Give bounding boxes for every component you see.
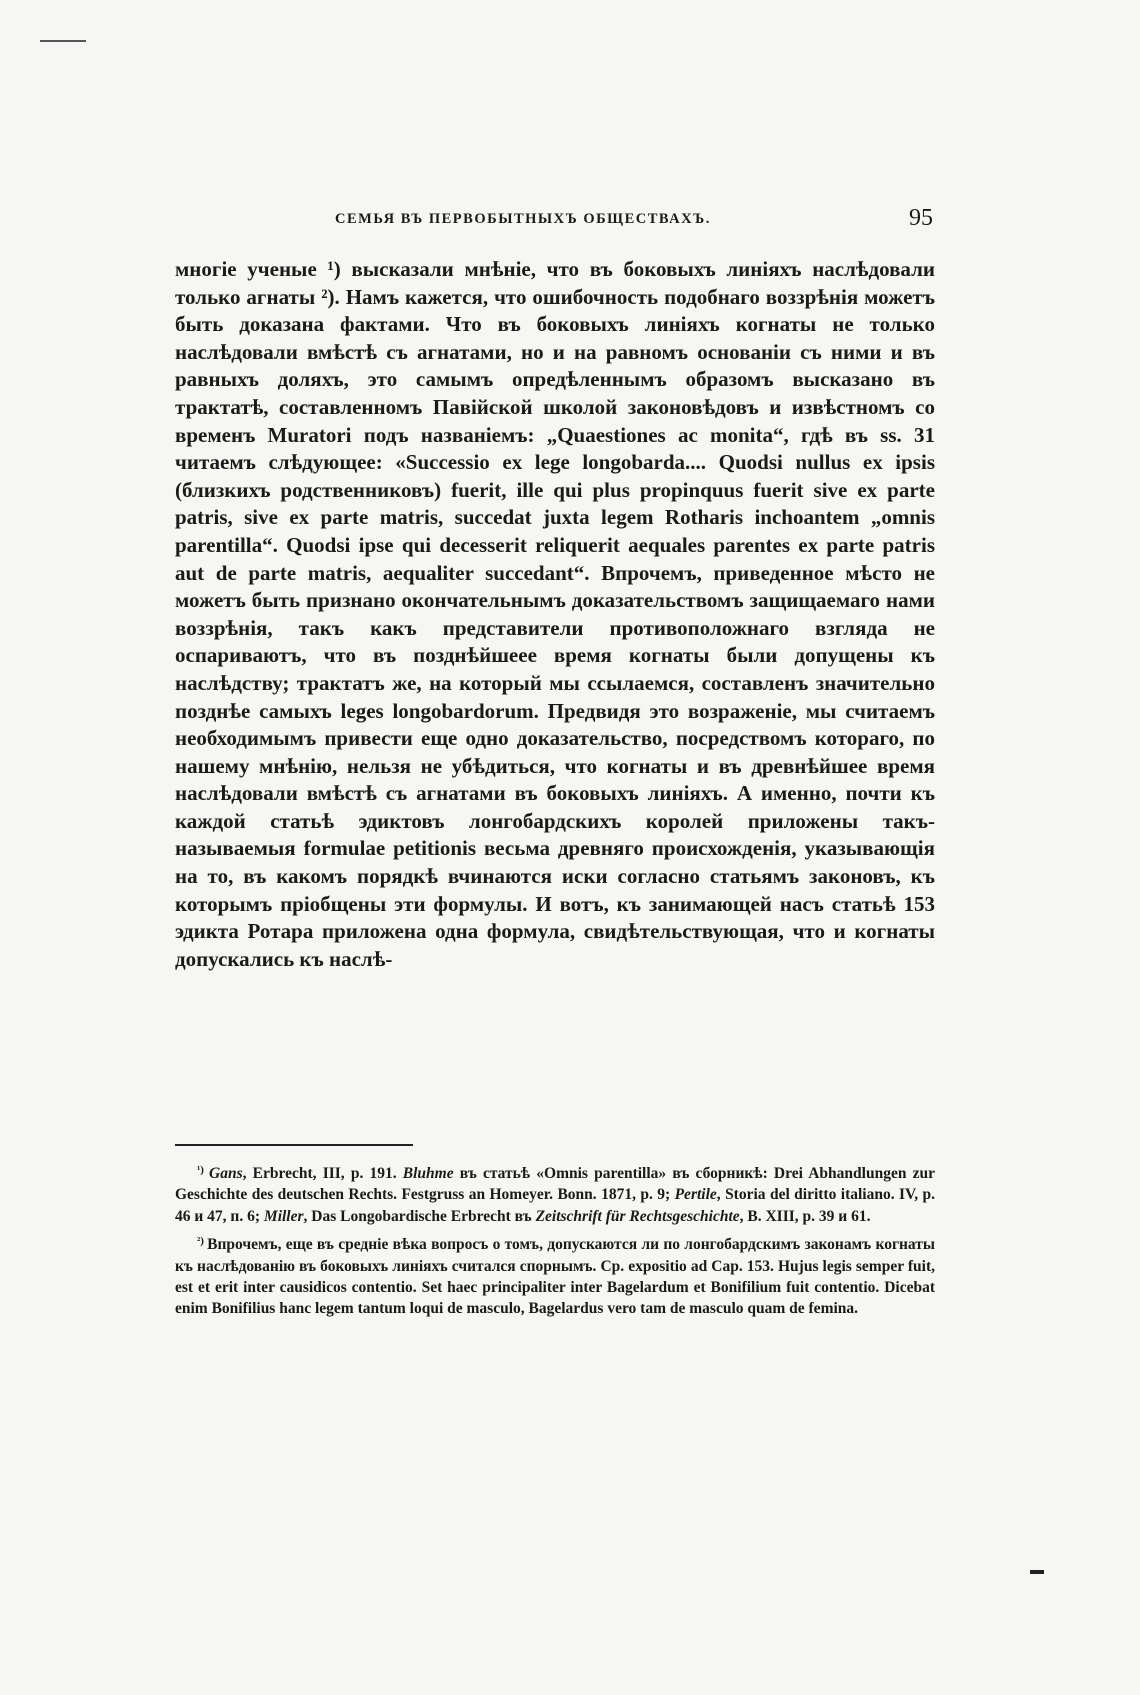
page-header [175, 205, 935, 245]
running-title: СЕМЬЯ ВЪ ПЕРВОБЫТНЫХЪ ОБЩЕСТВАХЪ. [335, 211, 711, 227]
footnote-1 [175, 1160, 935, 1227]
footnote-citation-italic: Gans [209, 1165, 243, 1182]
page-number: 95 [909, 205, 933, 231]
footnote-citation-italic: Pertile [674, 1186, 717, 1204]
footnote-separator [175, 1144, 413, 1146]
scan-margin-mark [40, 40, 86, 42]
footnote-text: въ статьѣ «Omnis parentilla» въ сборникѣ: Drei Abhandlungen zur Geschichte des deutschen Rechts. Festgruss an Homeyer. Bonn. 1871, p. 9; [175, 1165, 935, 1204]
scan-bottom-mark [1030, 1570, 1044, 1574]
footnote-text: , B. XIII, p. 39 и 61. [739, 1207, 871, 1225]
main-text [175, 256, 935, 973]
footnote-2 [175, 1231, 935, 1320]
footnote-marker: ²) [197, 1235, 208, 1248]
footnote-citation-italic: Zeitschrift für Rechtsgeschichte [535, 1207, 740, 1225]
footnote-text: , Erbrecht, III, p. 191. [242, 1165, 403, 1182]
footnote-citation-italic: Miller [263, 1207, 304, 1225]
footnote-text: Впрочемъ, еще въ средніе вѣка вопросъ о томъ, допускаются ли по лонгобардскимъ законамъ когнаты къ наслѣдованію въ боковыхъ линіяхъ считался спорнымъ. Ср. expositio ad Cap. 153. Hujus legis semper fuit, est et erit inter causidicos contentio. Set haec principaliter inter Bagelardum et Bonifilium fuit contentio. Dicebat enim Bonifilius hanc legem tantum loqui de masculo, Bagelardus vero tam de masculo quam de femina. [175, 1236, 935, 1318]
footnotes [175, 1160, 935, 1324]
footnote-marker: ¹) [197, 1164, 210, 1176]
footnote-text: , Storia del diritto italiano. IV, p. 46 и 47, п. 6; [175, 1186, 936, 1225]
footnote-text: , Das Longobardische Erbrecht въ [303, 1207, 536, 1225]
footnote-citation-italic: Bluhme [402, 1165, 454, 1182]
body-paragraph: многіе ученые ¹) высказали мнѣніе, что въ боковыхъ линіяхъ наслѣдовали только агнаты ²). Намъ кажется, что ошибочность подобнаго воззрѣнія можетъ быть доказана фактами. Что въ боковыхъ линіяхъ когнаты не только наслѣдовали вмѣстѣ съ агнатами, но и на равномъ основаніи съ ними и въ равныхъ доляхъ, это самымъ опредѣленнымъ образомъ высказано въ трактатѣ, составленномъ Павійской школой законовѣдовъ и извѣстномъ со временъ Muratori подъ названіемъ: „Quaestiones ac monita“, гдѣ въ ss. 31 читаемъ слѣдующее: «Successio ex lege longobarda.... Quodsi nullus ex ipsis (близкихъ родственниковъ) fuerit, ille qui plus propinquus fuerit sive ex parte patris, sive ex parte matris, succedat juxta legem Rotharis inchoantem „omnis parentilla“. Quodsi ipse qui decesserit reliquerit aequales parentes ex parte patris aut de parte matris, aequaliter succedant“. Впрочемъ, приведенное мѣсто не можетъ быть признано окончательнымъ доказательствомъ защищаемаго нами воззрѣнія, такъ какъ представители противоположнаго взгляда не оспариваютъ, что въ позднѣйшеее время когнаты были допущены къ наслѣдству; трактатъ же, на который мы ссылаемся, составленъ значительно позднѣе самыхъ leges longobardorum. Предвидя это возраженіе, мы считаемъ необходимымъ привести еще одно доказательство, посредствомъ котораго, по нашему мнѣнію, нельзя не убѣдиться, что когнаты и въ древнѣйшее время наслѣдовали вмѣстѣ съ агнатами въ боковыхъ линіяхъ. А именно, почти къ каждой статьѣ эдиктовъ лонгобардскихъ королей приложены такъ-называемыя formulae petitionis весьма древняго происхожденія, указывающія на то, въ какомъ порядкѣ вчинаются иски согласно статьямъ законовъ, къ которымъ пріобщены эти формулы. И вотъ, къ занимающей насъ статьѣ 153 эдикта Ротара приложена одна формула, свидѣтельствующая, что и когнаты допускались къ наслѣ- [175, 257, 935, 971]
